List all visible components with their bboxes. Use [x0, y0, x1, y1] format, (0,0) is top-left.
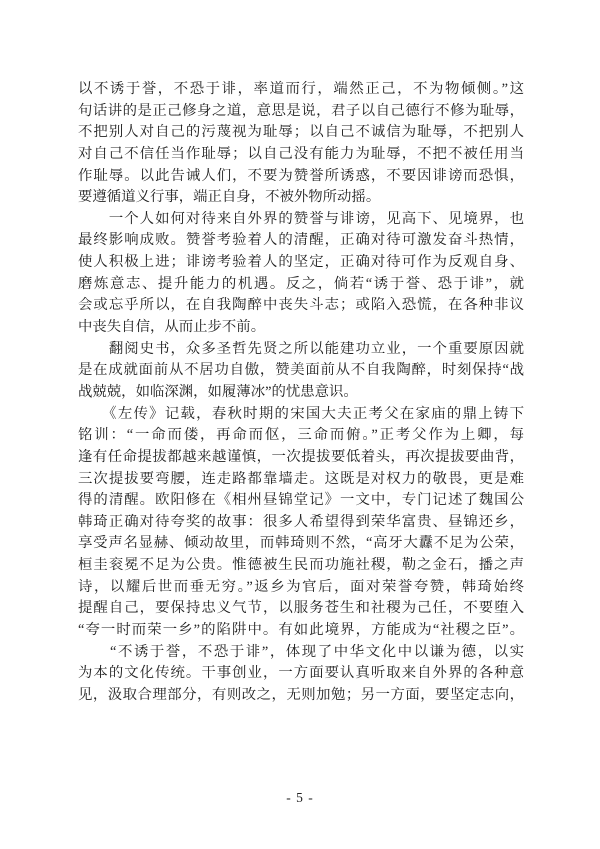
text-line: 磨炼意志、提升能力的机遇。反之，倘若“诱于誉、恐于诽”，就 — [78, 275, 524, 292]
text-line: 诗，以耀后世而垂无穷。”返乡为官后，面对荣誉夸赞，韩琦始终 — [78, 578, 524, 595]
text-line: 桓圭衮冕不足为公贵。惟德被生民而功施社稷，勒之金石，播之声 — [78, 557, 524, 574]
text-line: 作耻辱。以此告诫人们，不要为赞誉所诱惑，不要因诽谤而恐惧， — [78, 167, 524, 184]
text-line: 对自己不信任当作耻辱；以自己没有能力为耻辱，不把不被任用当 — [78, 145, 524, 162]
text-line: 中丧失自信，从而止步不前。 — [78, 319, 266, 336]
text-body — [78, 79, 524, 707]
text-line: 战兢兢，如临深渊，如履薄冰”的忧患意识。 — [78, 383, 358, 400]
text-line: 铭训：“一命而偻，再命而伛，三命而俯。”正考父作为上卿，每 — [78, 427, 524, 444]
text-line: 使人积极上进；诽谤考验着人的坚定，正确对待可作为反观自身、 — [78, 254, 524, 271]
text-line: 为本的文化传统。干事创业，一方面要认真听取来自外界的各种意 — [78, 665, 524, 682]
text-line: 要遵循道义行事，端正自身，不被外物所动摇。 — [78, 189, 381, 206]
text-line: 三次提拔要弯腰，连走路都靠墙走。这既是对权力的敬畏，更是难 — [78, 470, 524, 487]
text-line: “夸一时而荣一乡”的陷阱中。有如此境界，方能成为“社稷之臣”。 — [78, 622, 524, 639]
text-line: 以不诱于誉，不恐于诽，率道而行，端然正己，不为物倾侧。”这 — [78, 81, 524, 97]
text-line: “不诱于誉，不恐于诽”，体现了中华文化中以谦为德，以实 — [78, 643, 524, 660]
text-line: 是在成就面前从不居功自傲，赞美面前从不自我陶醉，时刻保持“战 — [78, 362, 524, 379]
text-line: 一个人如何对待来自外界的赞誉与诽谤，见高下、见境界，也 — [78, 210, 524, 227]
text-line: 见，汲取合理部分，有则改之，无则加勉；另一方面，要坚定志向， — [78, 686, 524, 703]
text-line: 《左传》记载，春秋时期的宋国大夫正考父在家庙的鼎上铸下 — [78, 405, 524, 422]
text-line: 最终影响成败。赞誉考验着人的清醒，正确对待可激发奋斗热情， — [78, 232, 524, 249]
text-line: 逢有任命提拔都越来越谨慎，一次提拔要低着头，再次提拔要曲背， — [78, 448, 524, 465]
text-line: 会或忘乎所以，在自我陶醉中丧失斗志；或陷入恐慌，在各种非议 — [78, 297, 524, 314]
text-line: 不把别人对自己的污蔑视为耻辱；以自己不诚信为耻辱，不把别人 — [78, 124, 524, 141]
page-number: - 5 - — [286, 790, 314, 805]
text-line: 句话讲的是正己修身之道，意思是说，君子以自己德行不修为耻辱， — [78, 102, 524, 119]
text-line: 提醒自己，要保持忠义气节，以服务苍生和社稷为己任，不要堕入 — [78, 600, 524, 617]
text-line: 韩琦正确对待夸奖的故事：很多人希望得到荣华富贵、昼锦还乡， — [78, 513, 524, 530]
text-line: 得的清醒。欧阳修在《相州昼锦堂记》一文中，专门记述了魏国公 — [78, 492, 524, 509]
text-line: 享受声名显赫、倾动故里，而韩琦则不然，“高牙大纛不足为公荣， — [78, 535, 524, 552]
text-line: 翻阅史书，众多圣哲先贤之所以能建功立业，一个重要原因就 — [78, 340, 524, 357]
